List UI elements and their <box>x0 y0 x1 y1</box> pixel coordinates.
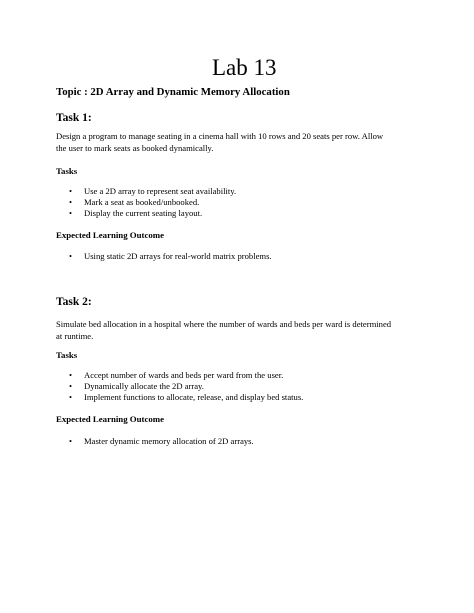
list-item: • Display the current seating layout. <box>69 207 203 218</box>
page-title: Lab 13 <box>212 55 277 80</box>
task2-tasks-heading: Tasks <box>56 350 78 360</box>
task1-heading: Task 1: <box>56 112 92 124</box>
bullet-icon: • <box>69 251 73 261</box>
bullet-icon: • <box>69 196 73 207</box>
list-item: • Using static 2D arrays for real-world matrix problems. <box>69 251 272 261</box>
task1-description-line1: Design a program to manage seating in a cinema hall with 10 rows and 20 seats per row. Allow <box>56 131 384 141</box>
bullet-icon: • <box>69 186 73 196</box>
list-item: • Dynamically allocate the 2D array. <box>69 380 204 391</box>
task1-task-list <box>69 186 236 218</box>
task1-description-line2: the user to mark seats as booked dynamically. <box>56 142 214 153</box>
bullet-icon: • <box>69 370 73 380</box>
task2-task-list <box>69 370 303 402</box>
task2-description <box>56 319 391 342</box>
task2-description-line1: Simulate bed allocation in a hospital where the number of wards and beds per ward is determined <box>56 319 392 329</box>
task1-outcome-list <box>69 251 272 262</box>
bullet-icon: • <box>69 391 73 402</box>
bullet-icon: • <box>69 436 73 446</box>
task2-outcome-list <box>69 436 254 447</box>
list-item: • Mark a seat as booked/unbooked. <box>69 196 200 207</box>
task1-description <box>56 131 383 154</box>
task2-heading: Task 2: <box>56 296 92 308</box>
list-item: • Master dynamic memory allocation of 2D arrays. <box>69 436 254 446</box>
list-item: • Accept number of wards and beds per ward from the user. <box>69 370 284 380</box>
task1-tasks-heading: Tasks <box>56 166 78 176</box>
topic-heading: Topic : 2D Array and Dynamic Memory Allocation <box>56 86 290 98</box>
task1-outcome-heading: Expected Learning Outcome <box>56 230 164 240</box>
list-item: • Implement functions to allocate, release, and display bed status. <box>69 391 304 402</box>
task2-description-line2: at runtime. <box>56 330 94 341</box>
list-item: • Use a 2D array to represent seat availability. <box>69 186 237 196</box>
task2-outcome-heading: Expected Learning Outcome <box>56 414 164 424</box>
bullet-icon: • <box>69 380 73 391</box>
bullet-icon: • <box>69 207 73 218</box>
